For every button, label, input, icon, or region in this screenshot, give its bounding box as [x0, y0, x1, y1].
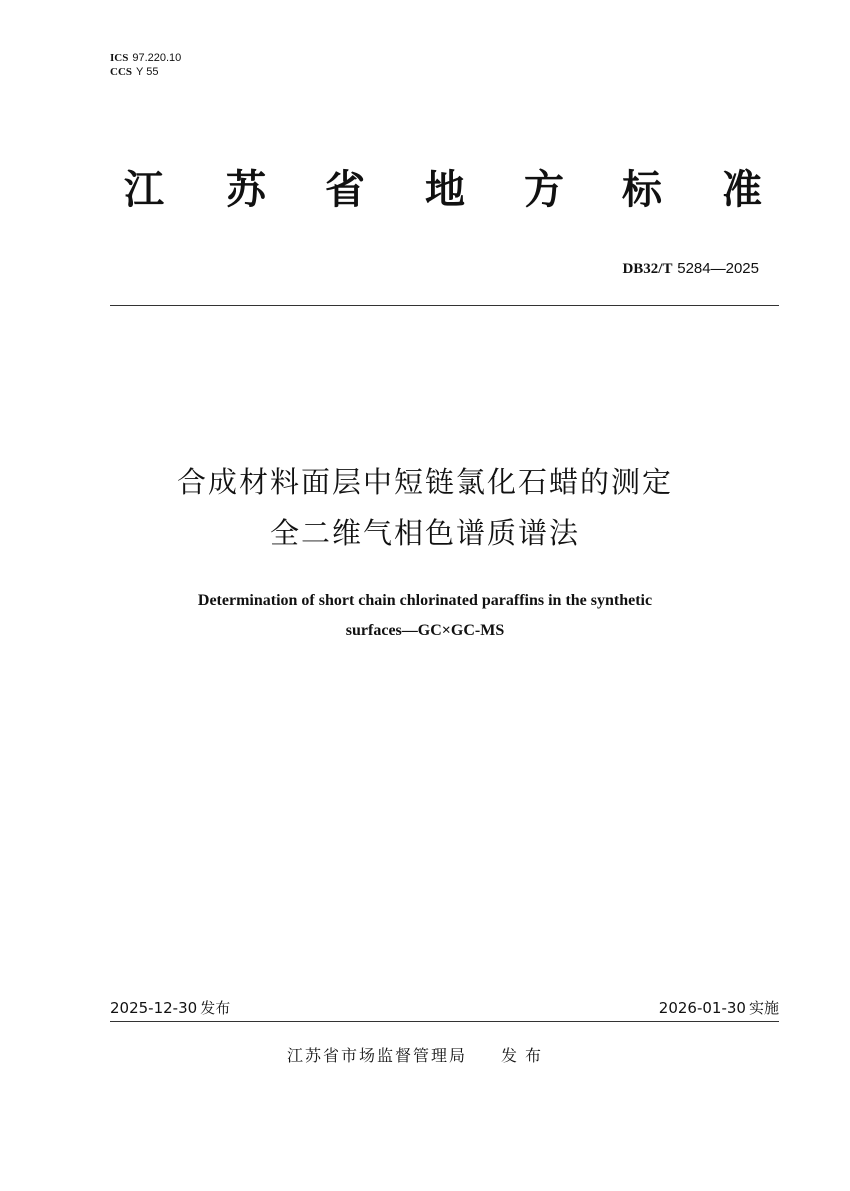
top-divider [110, 305, 779, 306]
implement-date-value: 2026-01-30 [658, 999, 746, 1017]
publish-date-value: 2025-12-30 [110, 999, 198, 1017]
standard-type-char: 方 [524, 167, 564, 213]
ics-label: ICS [110, 52, 129, 64]
implement-date [659, 998, 779, 1018]
standard-number-separator: — [710, 261, 726, 277]
ics-value: 97.220.10 [132, 52, 182, 64]
ccs-code [110, 65, 181, 79]
standard-number [622, 259, 759, 278]
bottom-divider [110, 1021, 779, 1022]
standard-number-value: 5284 [677, 260, 711, 277]
standard-type-char: 标 [622, 167, 662, 213]
ccs-label: CCS [110, 66, 133, 78]
chinese-title-line-2: 全二维气相色谱质谱法 [269, 516, 580, 550]
standard-type-char: 准 [722, 167, 762, 213]
standard-type-char: 苏 [226, 167, 266, 213]
english-title-line-1: Determination of short chain chlorinated paraffins in the synthetic [197, 592, 653, 609]
standard-number-year: 2025 [725, 260, 759, 277]
chinese-title-line-1: 合成材料面层中短链氯化石蜡的测定 [176, 465, 673, 499]
standard-type-heading [0, 162, 850, 222]
implement-label: 实施 [748, 999, 779, 1017]
publish-date [110, 998, 230, 1018]
publisher [287, 1045, 549, 1067]
standard-number-prefix: DB32/T [622, 261, 673, 277]
publisher-action: 发布 [501, 1046, 550, 1065]
standard-type-char: 省 [325, 167, 365, 213]
ics-code [110, 51, 181, 65]
english-title-line-2: surfaces—GC×GC-MS [345, 622, 505, 639]
ccs-value: Y 55 [136, 66, 159, 78]
publish-label: 发布 [200, 999, 231, 1017]
standard-type-char: 江 [124, 167, 164, 213]
classification-codes [110, 51, 181, 79]
publisher-name: 江苏省市场监督管理局 [287, 1046, 468, 1065]
standard-type-char: 地 [425, 167, 465, 213]
